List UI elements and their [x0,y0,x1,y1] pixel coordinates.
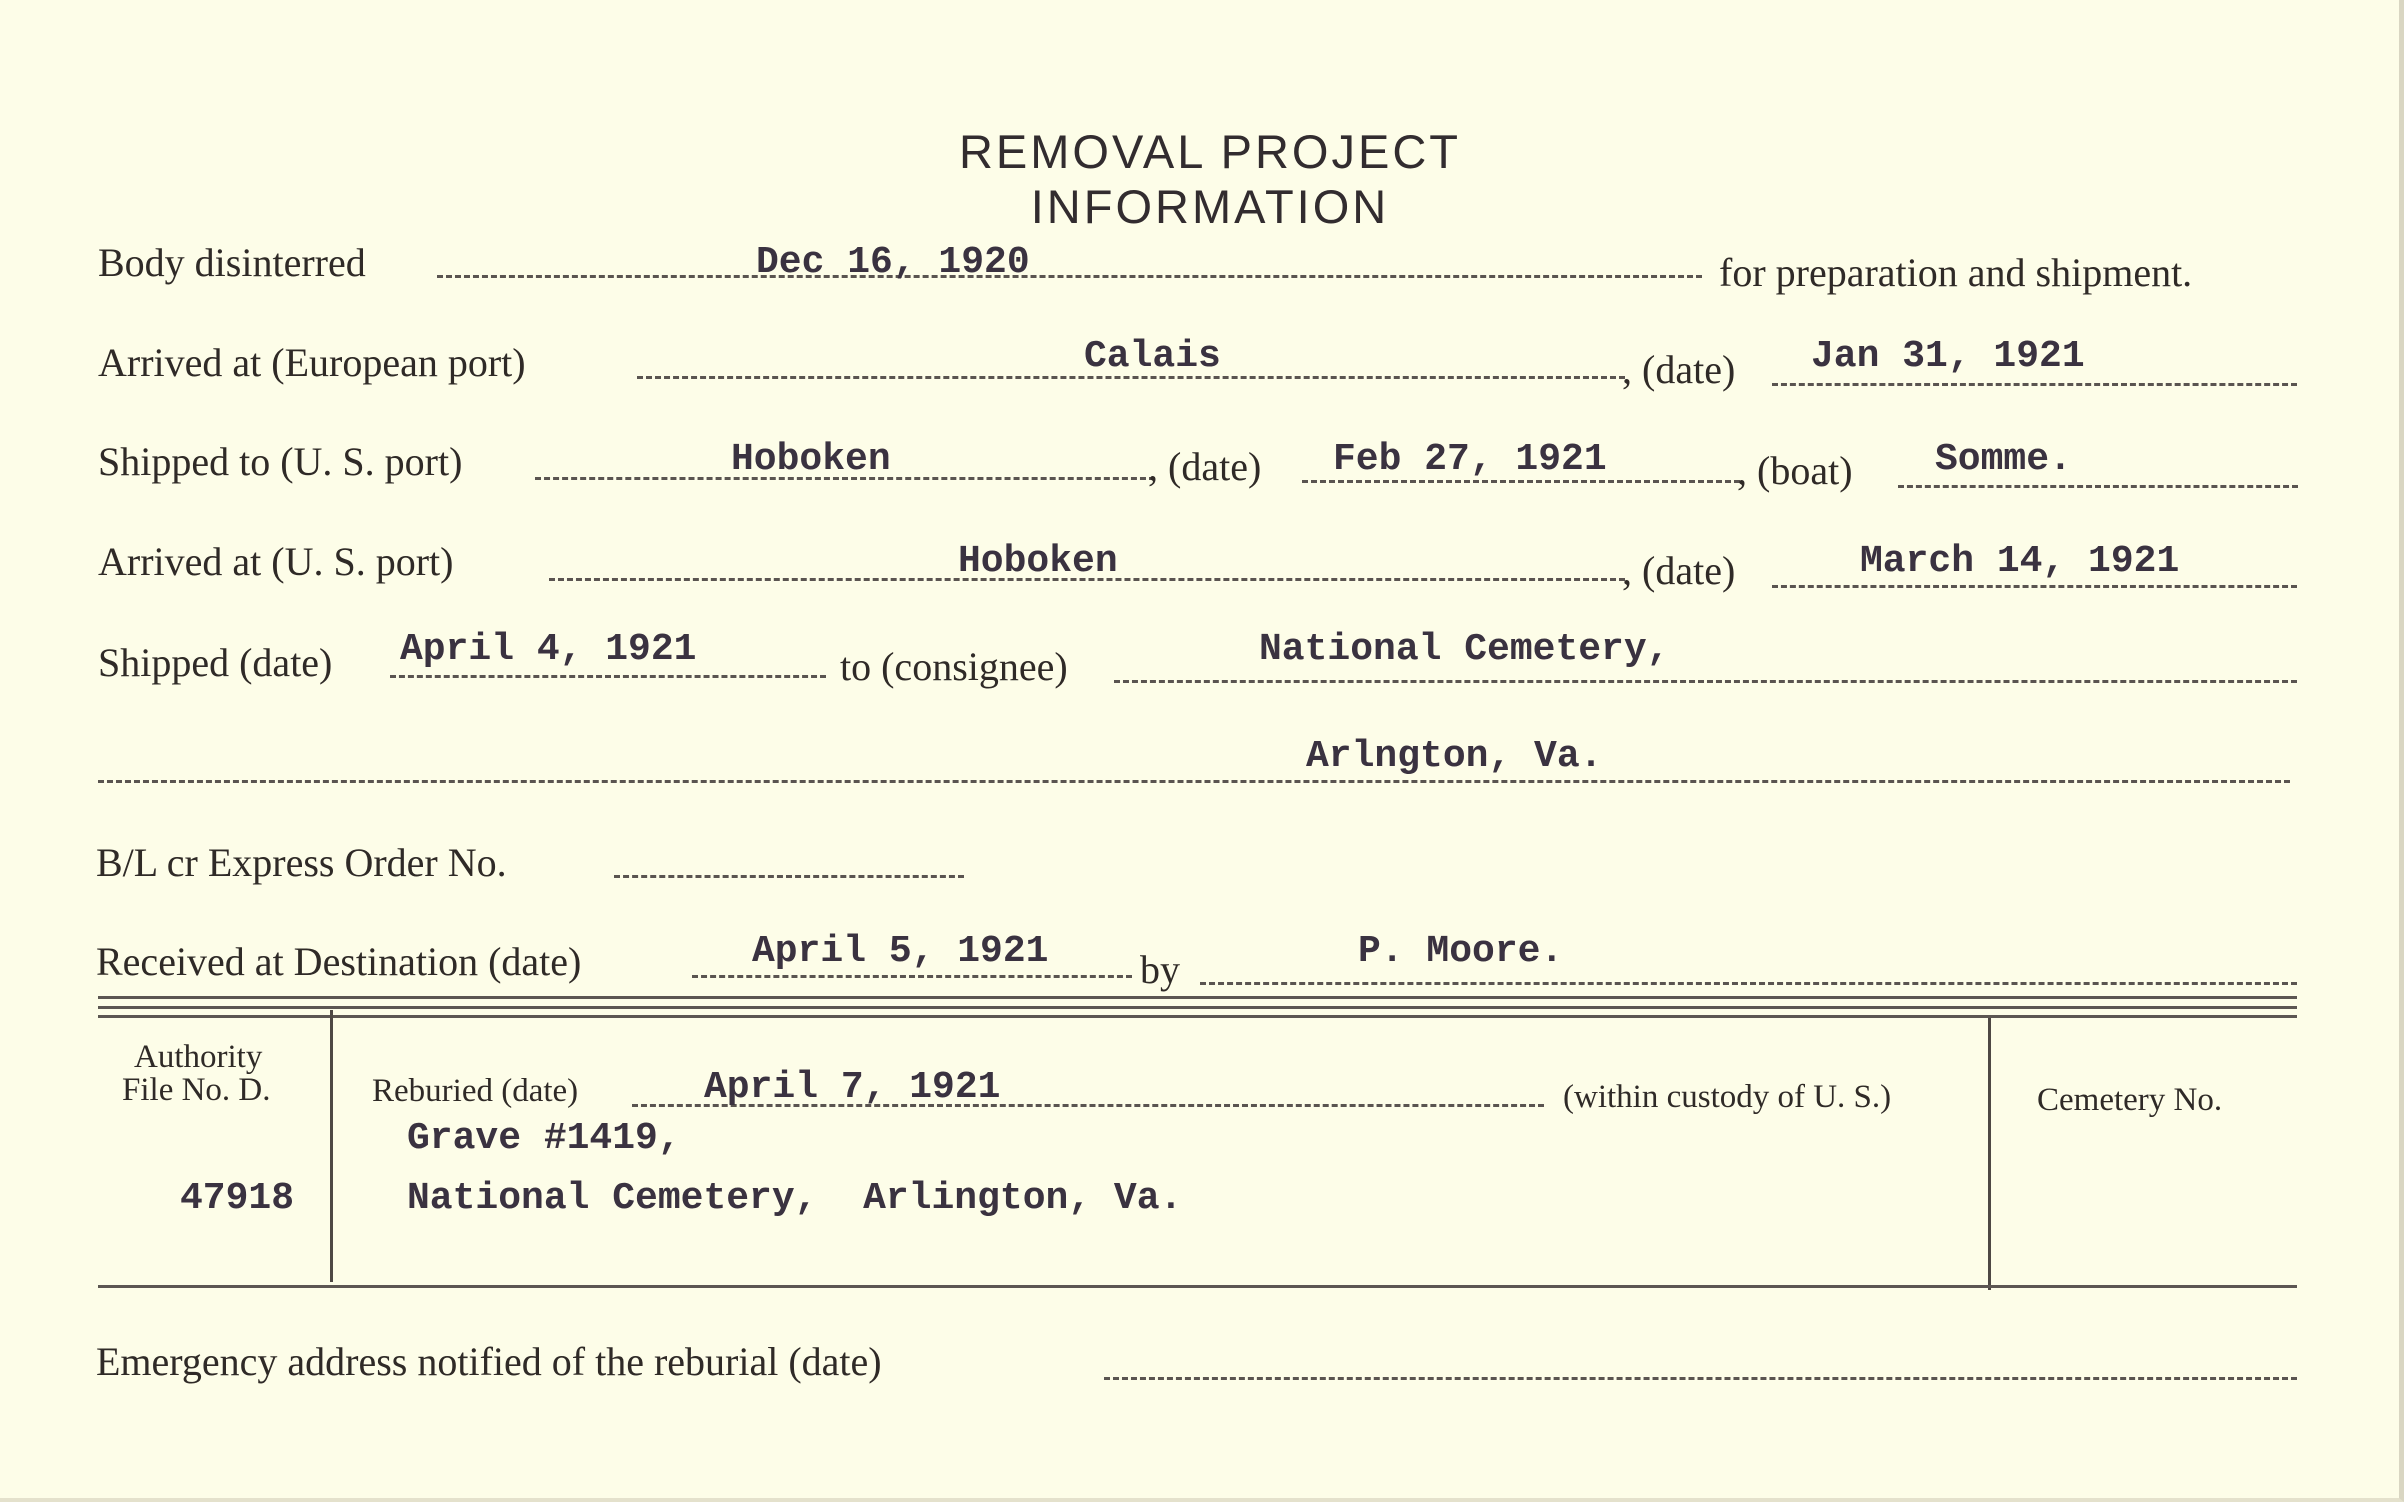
consignee-line-1 [1114,680,2297,683]
box-divider-left [330,1010,333,1282]
authority-label-2: File No. D. [122,1072,271,1108]
shipped-date-value: April 4, 1921 [400,628,697,671]
cemetery-number-label: Cemetery No. [2037,1082,2223,1118]
emergency-address-label: Emergency address notified of the reburial (date) [96,1339,882,1384]
consignee-value-1: National Cemetery, [1259,628,1670,671]
received-by-line [1200,982,2297,985]
us-port-arrived-date-value: March 14, 1921 [1860,540,2180,583]
received-destination-date-value: April 5, 1921 [752,930,1049,973]
european-port-value: Calais [1084,335,1221,378]
authority-label-1: Authority [134,1039,263,1075]
box-bottom-rule [98,1285,2297,1288]
european-port-label: Arrived at (European port) [98,340,526,385]
box-divider-right [1988,1018,1991,1290]
us-port-shipped-value: Hoboken [731,438,891,481]
card-title: REMOVAL PROJECT INFORMATION [958,125,1461,233]
received-destination-label: Received at Destination (date) [96,939,582,984]
consignee-value-2: Arlngton, Va. [1306,735,1603,778]
box-top-rule-3 [98,1015,2297,1018]
boat-line [1898,485,2298,488]
box-top-rule-2 [98,1006,2297,1009]
custody-label: (within custody of U. S.) [1563,1079,1892,1115]
consignee-line-2 [98,780,2290,783]
grave-number: Grave #1419, [407,1117,681,1160]
european-port-date-value: Jan 31, 1921 [1811,335,2085,378]
us-port-shipped-date-value: Feb 27, 1921 [1333,438,1607,481]
preparation-shipment-label: for preparation and shipment. [1719,250,2193,295]
european-port-date-label: , (date) [1622,347,1736,392]
body-disinterred-value: Dec 16, 1920 [756,241,1030,284]
us-port-arrived-label: Arrived at (U. S. port) [98,539,454,584]
reburied-date-value: April 7, 1921 [704,1066,1001,1109]
consignee-label: to (consignee) [840,644,1068,689]
european-port-date-line [1772,383,2297,386]
received-destination-line [692,975,1132,978]
us-port-arrived-date-label: , (date) [1622,548,1736,593]
boat-value: Somme. [1935,438,2072,481]
shipped-date-line [390,675,826,678]
reburied-label: Reburied (date) [372,1073,579,1109]
us-port-shipped-label: Shipped to (U. S. port) [98,439,463,484]
boat-label: , (boat) [1737,448,1853,493]
grave-location: National Cemetery, Arlington, Va. [407,1177,1183,1220]
authority-file-number: 47918 [180,1177,295,1220]
us-port-arrived-value: Hoboken [958,540,1118,583]
received-by-label: by [1140,947,1180,992]
body-disinterred-label: Body disinterred [98,240,366,285]
us-port-arrived-date-line [1772,585,2297,588]
us-port-shipped-date-label: , (date) [1148,444,1262,489]
bl-express-order-line [614,875,964,878]
body-disinterred-line [437,275,1702,278]
bl-express-order-label: B/L cr Express Order No. [96,840,507,885]
box-top-rule-1 [98,996,2297,999]
emergency-address-line [1104,1377,2297,1380]
received-by-value: P. Moore. [1358,930,1564,973]
shipped-date-label: Shipped (date) [98,640,333,685]
